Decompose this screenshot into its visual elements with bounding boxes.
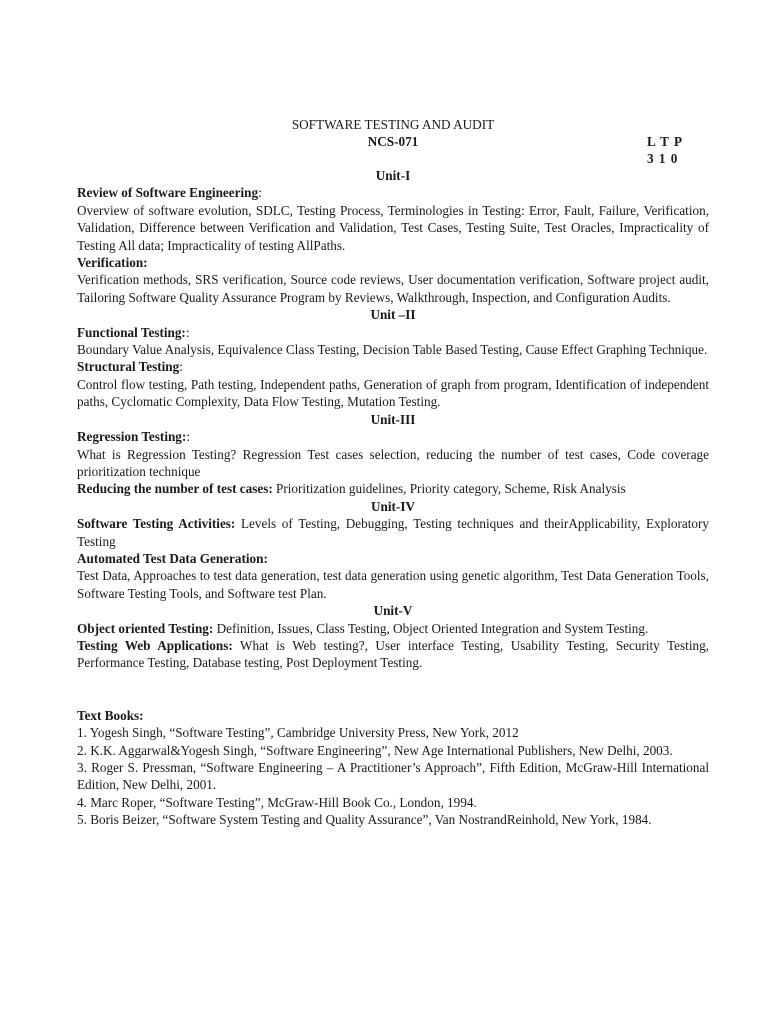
section-inline	[77, 515, 709, 550]
ltp-label: L T P	[647, 134, 684, 149]
unit-title: Unit-IV	[371, 498, 415, 514]
textbook-item: 1. Yogesh Singh, “Software Testing”, Cambridge University Press, New York, 2012	[77, 725, 519, 741]
section-inline	[77, 637, 709, 672]
document-content	[77, 116, 709, 829]
section-heading	[77, 254, 709, 271]
unit-title: Unit-V	[373, 603, 413, 619]
section-body: Control flow testing, Path testing, Independent paths, Generation of graph from program, Identification of independent paths, Cyclomatic Complexity, Data Flow Testing, Mutation Testing.	[77, 376, 709, 410]
section-body: Levels of Testing, Debugging, Testing techniques and theirApplicability, Exploratory Testing	[77, 516, 709, 549]
textbook-item: 4. Marc Roper, “Software Testing”, McGraw-Hill Book Co., London, 1994.	[77, 794, 477, 810]
textbook-item: 3. Roger S. Pressman, “Software Engineering – A Practitioner’s Approach”, Fifth Edition, McGraw-Hill International Edition, New Delhi, 2001.	[77, 760, 709, 793]
section-body: Test Data, Approaches to test data generation, test data generation using genetic algorithm, Test Data Generation Tools, Software Testing Tools, and Software test Plan.	[77, 568, 709, 601]
heading-separator: :	[186, 429, 190, 445]
ltp-row	[77, 150, 709, 167]
section-heading-text: Reducing the number of test cases:	[77, 481, 273, 497]
section-heading	[77, 550, 709, 567]
section-heading-text: Software Testing Activities:	[77, 516, 236, 532]
section-body: Verification methods, SRS verification, Source code reviews, User documentation verification, Software project audit, Tailoring Software Quality Assurance Program by Reviews, Walkthrough, Inspection, and Configuration Audits.	[77, 272, 709, 305]
textbook-item: 2. K.K. Aggarwal&Yogesh Singh, “Software Engineering”, New Age International Publishers, New Delhi, 2003.	[77, 742, 673, 758]
section-heading-text: Automated Test Data Generation:	[77, 550, 268, 566]
unit-title: Unit –II	[370, 307, 416, 323]
section-heading-text: Functional Testing:	[77, 324, 186, 340]
section-inline	[77, 620, 709, 637]
section-body: What is Web testing?, User interface Testing, Usability Testing, Security Testing, Performance Testing, Database testing, Post Deployment Testing.	[77, 637, 709, 671]
spacer	[77, 672, 709, 707]
section-body: Prioritization guidelines, Priority category, Scheme, Risk Analysis	[272, 481, 626, 497]
section-inline	[77, 480, 709, 497]
section-heading	[77, 184, 709, 201]
textbooks-heading	[77, 707, 709, 724]
section-heading-text: Regression Testing:	[77, 429, 187, 445]
section-heading-text: Review of Software Engineering	[77, 185, 259, 201]
section-heading-text: Object oriented Testing:	[77, 620, 214, 636]
unit-title: Unit-III	[370, 411, 416, 427]
heading-separator: :	[185, 324, 190, 340]
section-heading-text: Structural Testing	[77, 359, 180, 375]
section-heading-text: Verification:	[77, 255, 148, 271]
unit-title: Unit-I	[375, 168, 411, 183]
course-title: SOFTWARE TESTING AND AUDIT	[291, 117, 495, 132]
section-heading	[77, 358, 709, 375]
ltp-values: 3 1 0	[647, 151, 679, 166]
section-heading	[77, 428, 709, 445]
textbooks-heading-text: Text Books:	[77, 707, 144, 723]
course-code-row	[77, 133, 709, 150]
textbook-item: 5. Boris Beizer, “Software System Testing and Quality Assurance”, Van NostrandReinhold, New York, 1984.	[77, 812, 652, 828]
section-body: Definition, Issues, Class Testing, Object Oriented Integration and System Testing.	[213, 620, 649, 636]
section-body: Boundary Value Analysis, Equivalence Class Testing, Decision Table Based Testing, Cause Effect Graphing Technique.	[77, 342, 708, 358]
section-heading	[77, 324, 709, 341]
heading-separator: :	[179, 359, 183, 375]
heading-separator: :	[258, 185, 262, 201]
section-body: What is Regression Testing? Regression Test cases selection, reducing the number of test cases, Code coverage prioritization technique	[77, 446, 709, 479]
section-body: Overview of software evolution, SDLC, Testing Process, Terminologies in Testing: Error, Fault, Failure, Verification, Validation, Difference between Verification and Validation, Test Cases, Testing Suite, Test Oracles, Impracticality of Testing All data; Impracticality of testing AllPaths.	[77, 202, 709, 253]
course-code: NCS-071	[367, 134, 419, 149]
section-heading-text: Testing Web Applications:	[77, 637, 233, 653]
